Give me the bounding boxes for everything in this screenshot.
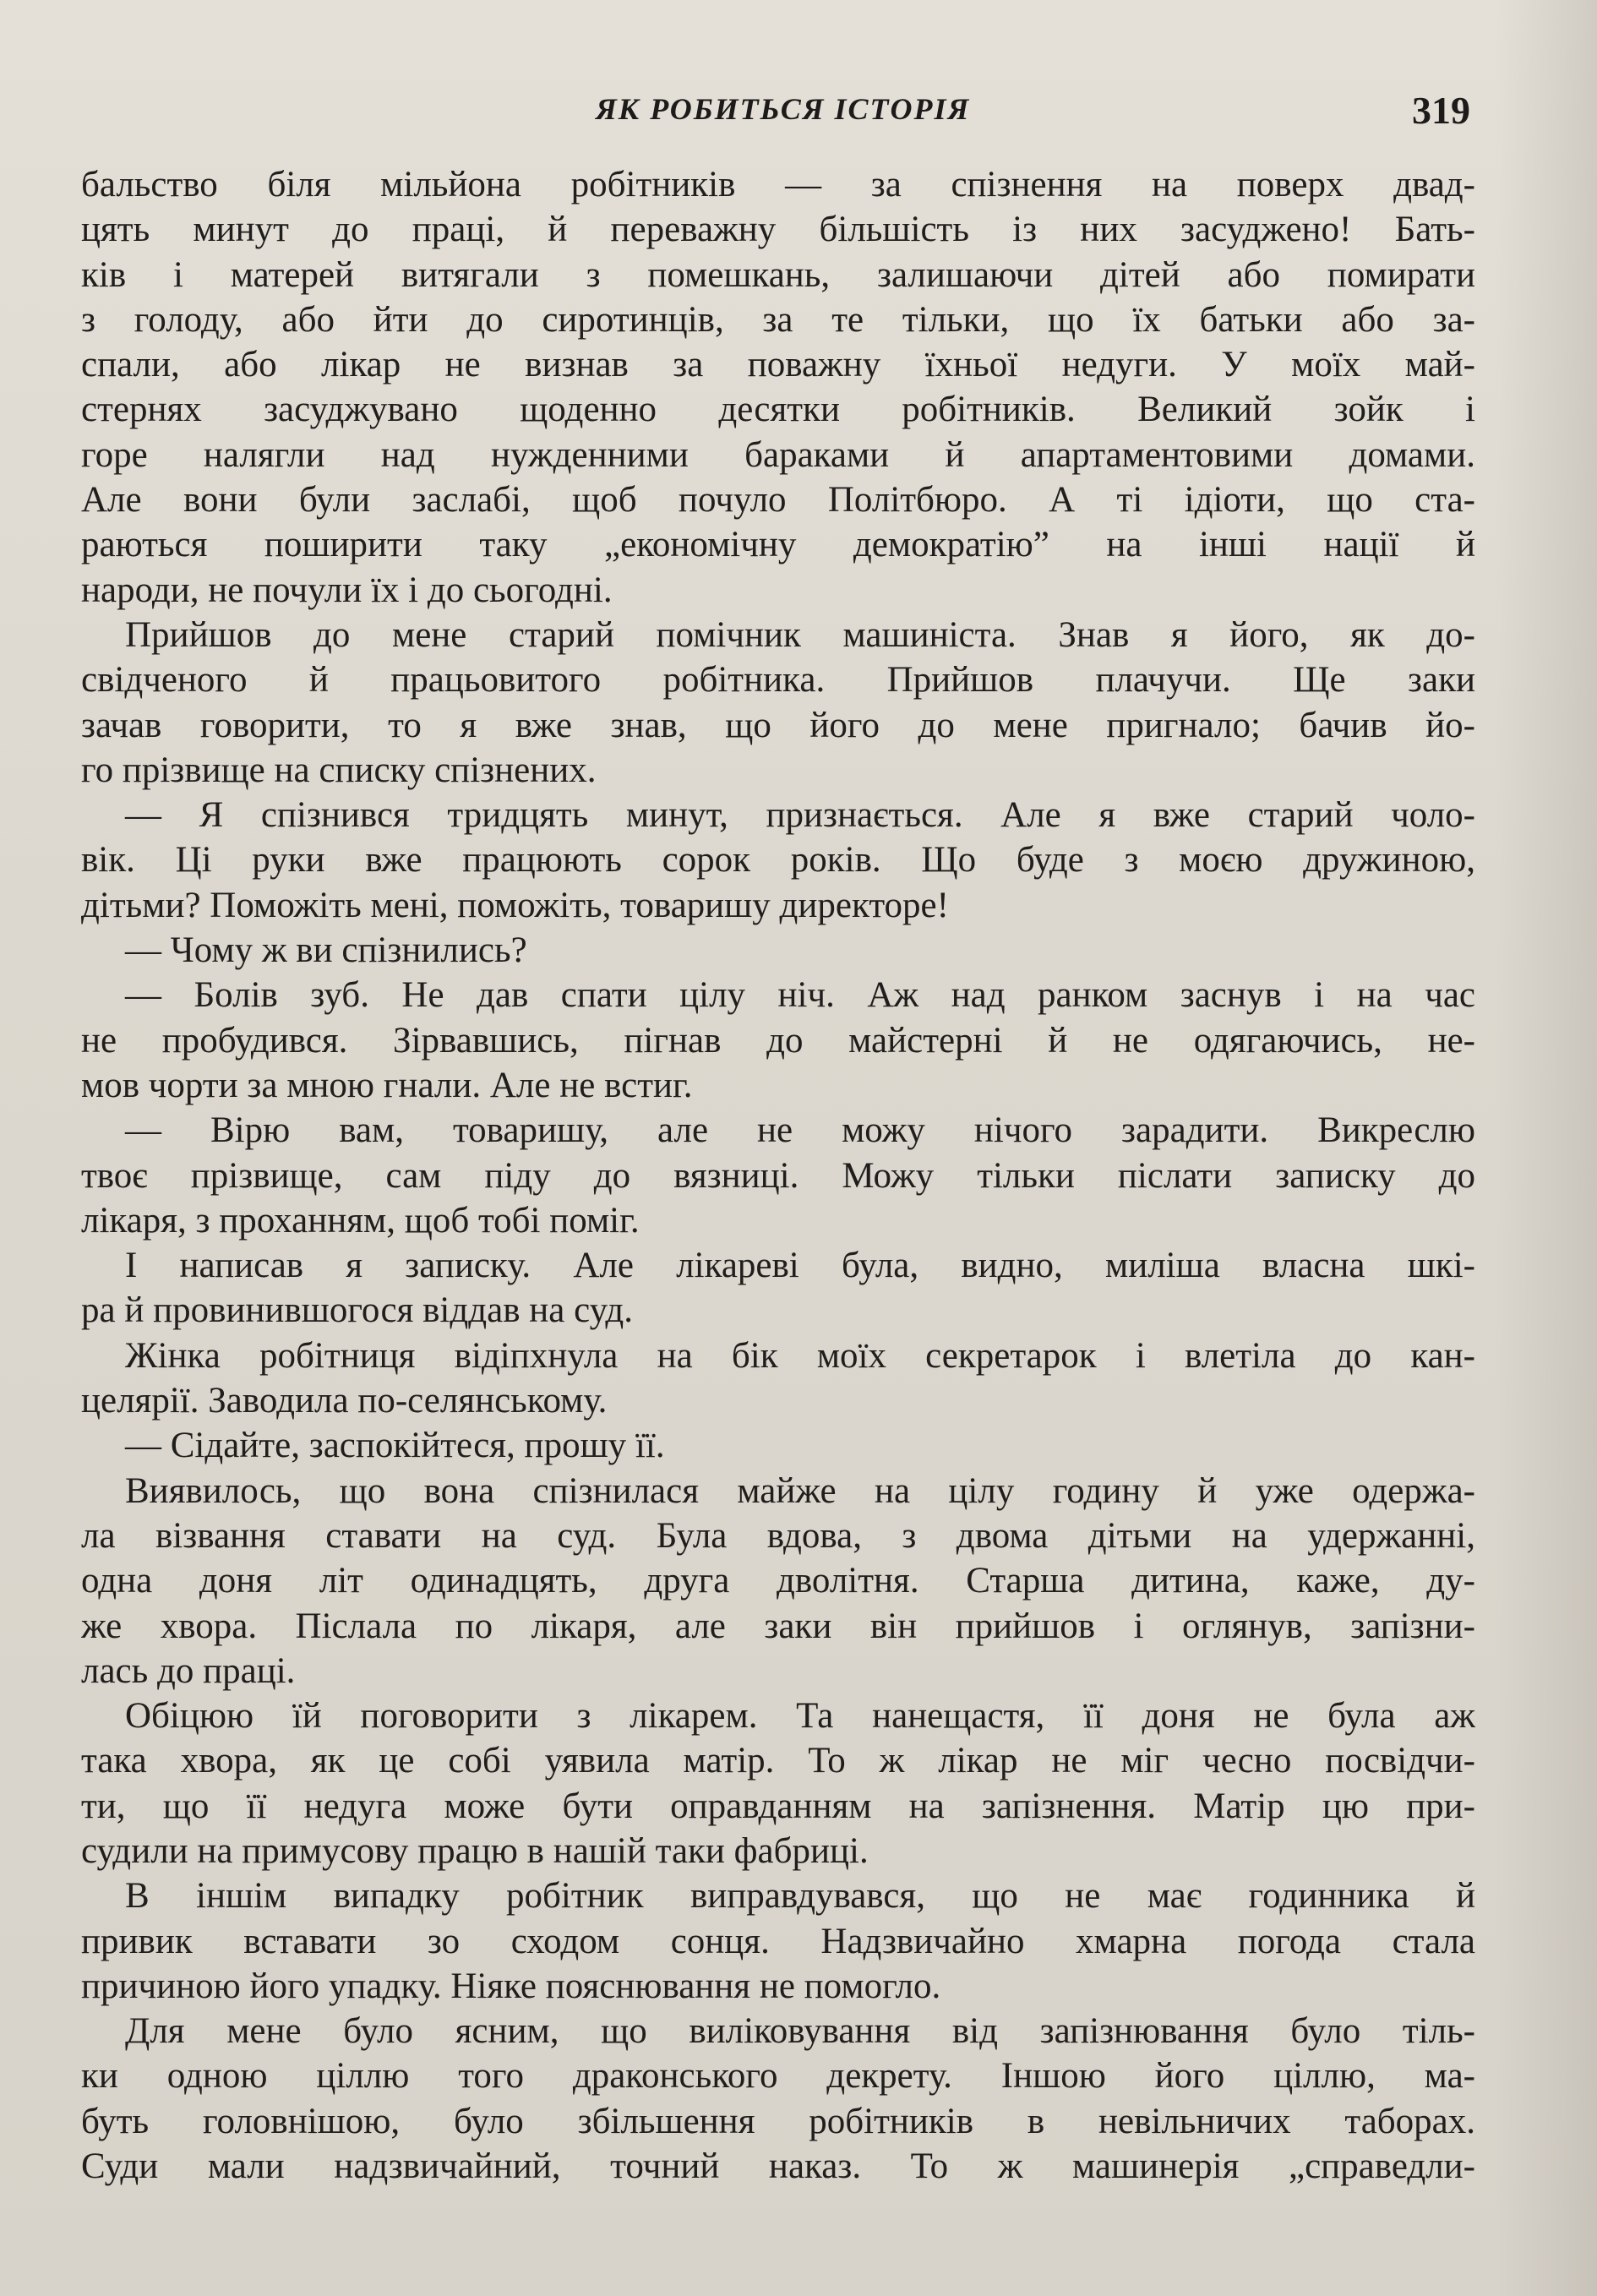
text-line: бальство біля мільйона робітників — за спізнення на поверх двад- <box>81 165 1475 205</box>
text-line: судили на примусову працю в нашій таки фабриці. <box>81 1830 869 1871</box>
text-line: Виявилось, що вона спізнилася майже на цілу годину й уже одержа- <box>125 1470 1475 1511</box>
text-line: ти, що її недуга може бути оправданням на запізнення. Матір цю при- <box>81 1786 1475 1826</box>
text-line: раються поширити таку „економічну демократію” на інші нації й <box>81 525 1475 565</box>
text-line: — Болів зуб. Не дав спати цілу ніч. Аж над ранком заснув і на час <box>125 975 1475 1016</box>
text-line: целярії. Заводила по-селянському. <box>81 1381 608 1421</box>
text-line: народи, не почули їх і до сьогодні. <box>81 570 613 610</box>
text-line: одна доня літ одинадцять, друга дволітня. Старша дитина, каже, ду- <box>81 1561 1475 1601</box>
text-line: дітьми? Поможіть мені, поможіть, товаришу директоре! <box>81 885 949 925</box>
text-line: Суди мали надзвичайний, точний наказ. То ж машинерія „справедли- <box>81 2146 1475 2187</box>
text-line: ків і матерей витягали з помешкань, залишаючи дітей або помирати <box>81 254 1475 295</box>
text-line: Обіцюю їй поговорити з лікарем. Та нанещастя, її доня не була аж <box>125 1696 1475 1737</box>
text-line: І написав я записку. Але лікареві була, видно, миліша власна шкі- <box>125 1246 1475 1286</box>
text-line: мов чорти за мною гнали. Але не встиг. <box>81 1065 693 1105</box>
text-line: цять минут до праці, й переважну більшість із них засуджено! Бать- <box>81 210 1475 250</box>
body-text <box>81 162 1475 2189</box>
text-line: вік. Ці руки вже працюють сорок років. Що буде з моєю дружиною, <box>81 840 1475 881</box>
text-line: причиною його упадку. Ніяке пояснювання не помогло. <box>81 1966 941 2006</box>
text-line: така хвора, як це собі уявила матір. То ж лікар не міг чесно посвідчи- <box>81 1741 1475 1781</box>
page-edge-shadow <box>1496 0 1597 2296</box>
text-line: Але вони були заслабі, щоб почуло Політбюро. А ті ідіоти, що ста- <box>81 480 1475 521</box>
page-header <box>84 91 1470 150</box>
text-line: Прийшов до мене старий помічник машиніста. Знав я його, як до- <box>125 614 1475 655</box>
text-line: стернях засуджувано щоденно десятки робітників. Великий зойк і <box>81 390 1475 430</box>
text-line: не пробудився. Зірвавшись, пігнав до майстерні й не одягаючись, не- <box>81 1020 1475 1061</box>
page-number: 319 <box>1412 89 1470 132</box>
text-line: — Чому ж ви спізнились? <box>125 930 527 971</box>
text-line: лікаря, з проханням, щоб тобі поміг. <box>81 1200 640 1241</box>
text-line: — Сідайте, заспокійтеся, прошу її. <box>125 1426 665 1466</box>
text-line: з голоду, або йти до сиротинців, за те тільки, що їх батьки або за- <box>81 299 1475 340</box>
text-line: спали, або лікар не визнав за поважну їхньої недуги. У моїх май- <box>81 345 1475 385</box>
text-line: ра й провинившогося віддав на суд. <box>81 1290 634 1331</box>
text-line: лась до праці. <box>81 1650 296 1691</box>
text-line: — Я спізнився тридцять минут, признається. Але я вже старий чоло- <box>125 795 1475 836</box>
running-head: ЯК РОБИТЬСЯ ІСТОРІЯ <box>596 92 971 126</box>
text-line: ки одною ціллю того драконського декрету. Іншою його ціллю, ма- <box>81 2056 1475 2097</box>
text-line: ла візвання ставати на суд. Була вдова, з двома дітьми на удержанні, <box>81 1515 1475 1556</box>
text-line: твоє прізвище, сам піду до вязниці. Можу тільки післати записку до <box>81 1155 1475 1196</box>
text-line: же хвора. Післала по лікаря, але заки він прийшов і оглянув, запізни- <box>81 1606 1475 1646</box>
text-line: го прізвище на списку спізнених. <box>81 750 597 790</box>
text-line: В іншім випадку робітник виправдувався, що не має годинника й <box>125 1876 1475 1917</box>
text-line: буть головнішою, було збільшення робітників в невільничих таборах. <box>81 2101 1475 2141</box>
text-line: Жінка робітниця відіпхнула на бік моїх секретарок і влетіла до кан- <box>125 1335 1475 1376</box>
text-line: Для мене було ясним, що виліковування від запізнювання було тіль- <box>125 2011 1475 2052</box>
text-line: привик вставати зо сходом сонця. Надзвичайно хмарна погода стала <box>81 1921 1475 1961</box>
text-line: свідченого й працьовитого робітника. Прийшов плачучи. Ще заки <box>81 660 1475 701</box>
text-line: зачав говорити, то я вже знав, що його до мене пригнало; бачив йо- <box>81 705 1475 745</box>
text-line: — Вірю вам, товаришу, але не можу нічого зарадити. Викреслю <box>125 1110 1475 1151</box>
text-line: горе налягли над нужденними бараками й апартаментовими домами. <box>81 434 1475 475</box>
